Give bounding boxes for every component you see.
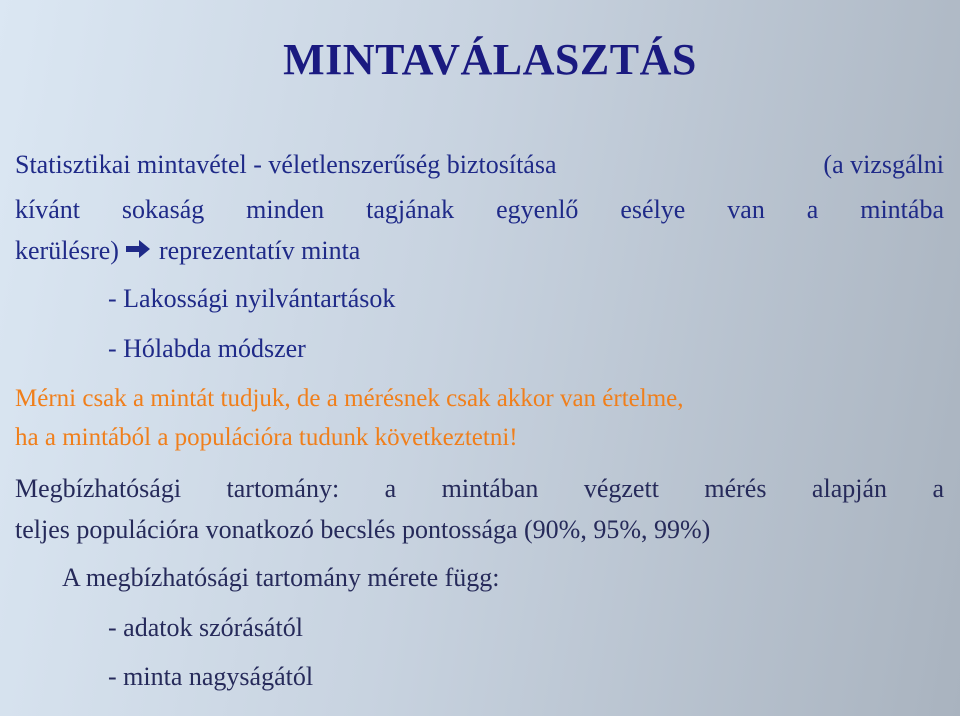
depends-heading: A megbízhatósági tartomány mérete függ:: [62, 563, 500, 592]
intro-line-1-left: Statisztikai mintavétel - véletlenszerűség biztosítása: [15, 150, 557, 179]
intro-line-3: [15, 236, 360, 270]
factor-item: - minta nagyságától: [108, 662, 314, 691]
note-line-2: ha a mintából a populációra tudunk következtetni!: [15, 424, 518, 451]
confidence-line-2: teljes populációra vonatkozó becslés pontossága (90%, 95%, 99%): [15, 515, 711, 544]
slide-title: MINTAVÁLASZTÁS: [283, 35, 697, 84]
intro-line-3-post: reprezentatív minta: [158, 236, 361, 265]
intro-line-1: [15, 150, 944, 180]
factor-item: - adatok szórásától: [108, 613, 303, 642]
method-item: - Lakossági nyilvántartások: [108, 284, 396, 313]
intro-line-3-pre: kerülésre): [15, 236, 119, 265]
intro-line-2: kívánt sokaság minden tagjának egyenlő esélye van a mintába: [15, 195, 944, 224]
right-arrow-icon: [125, 236, 151, 266]
intro-line-1-right: (a vizsgálni: [823, 150, 944, 179]
method-item: - Hólabda módszer: [108, 334, 306, 363]
note-line-1: Mérni csak a mintát tudjuk, de a mérésnek csak akkor van értelme,: [15, 385, 684, 412]
confidence-line-1: Megbízhatósági tartomány: a mintában végzett mérés alapján a: [15, 474, 944, 503]
